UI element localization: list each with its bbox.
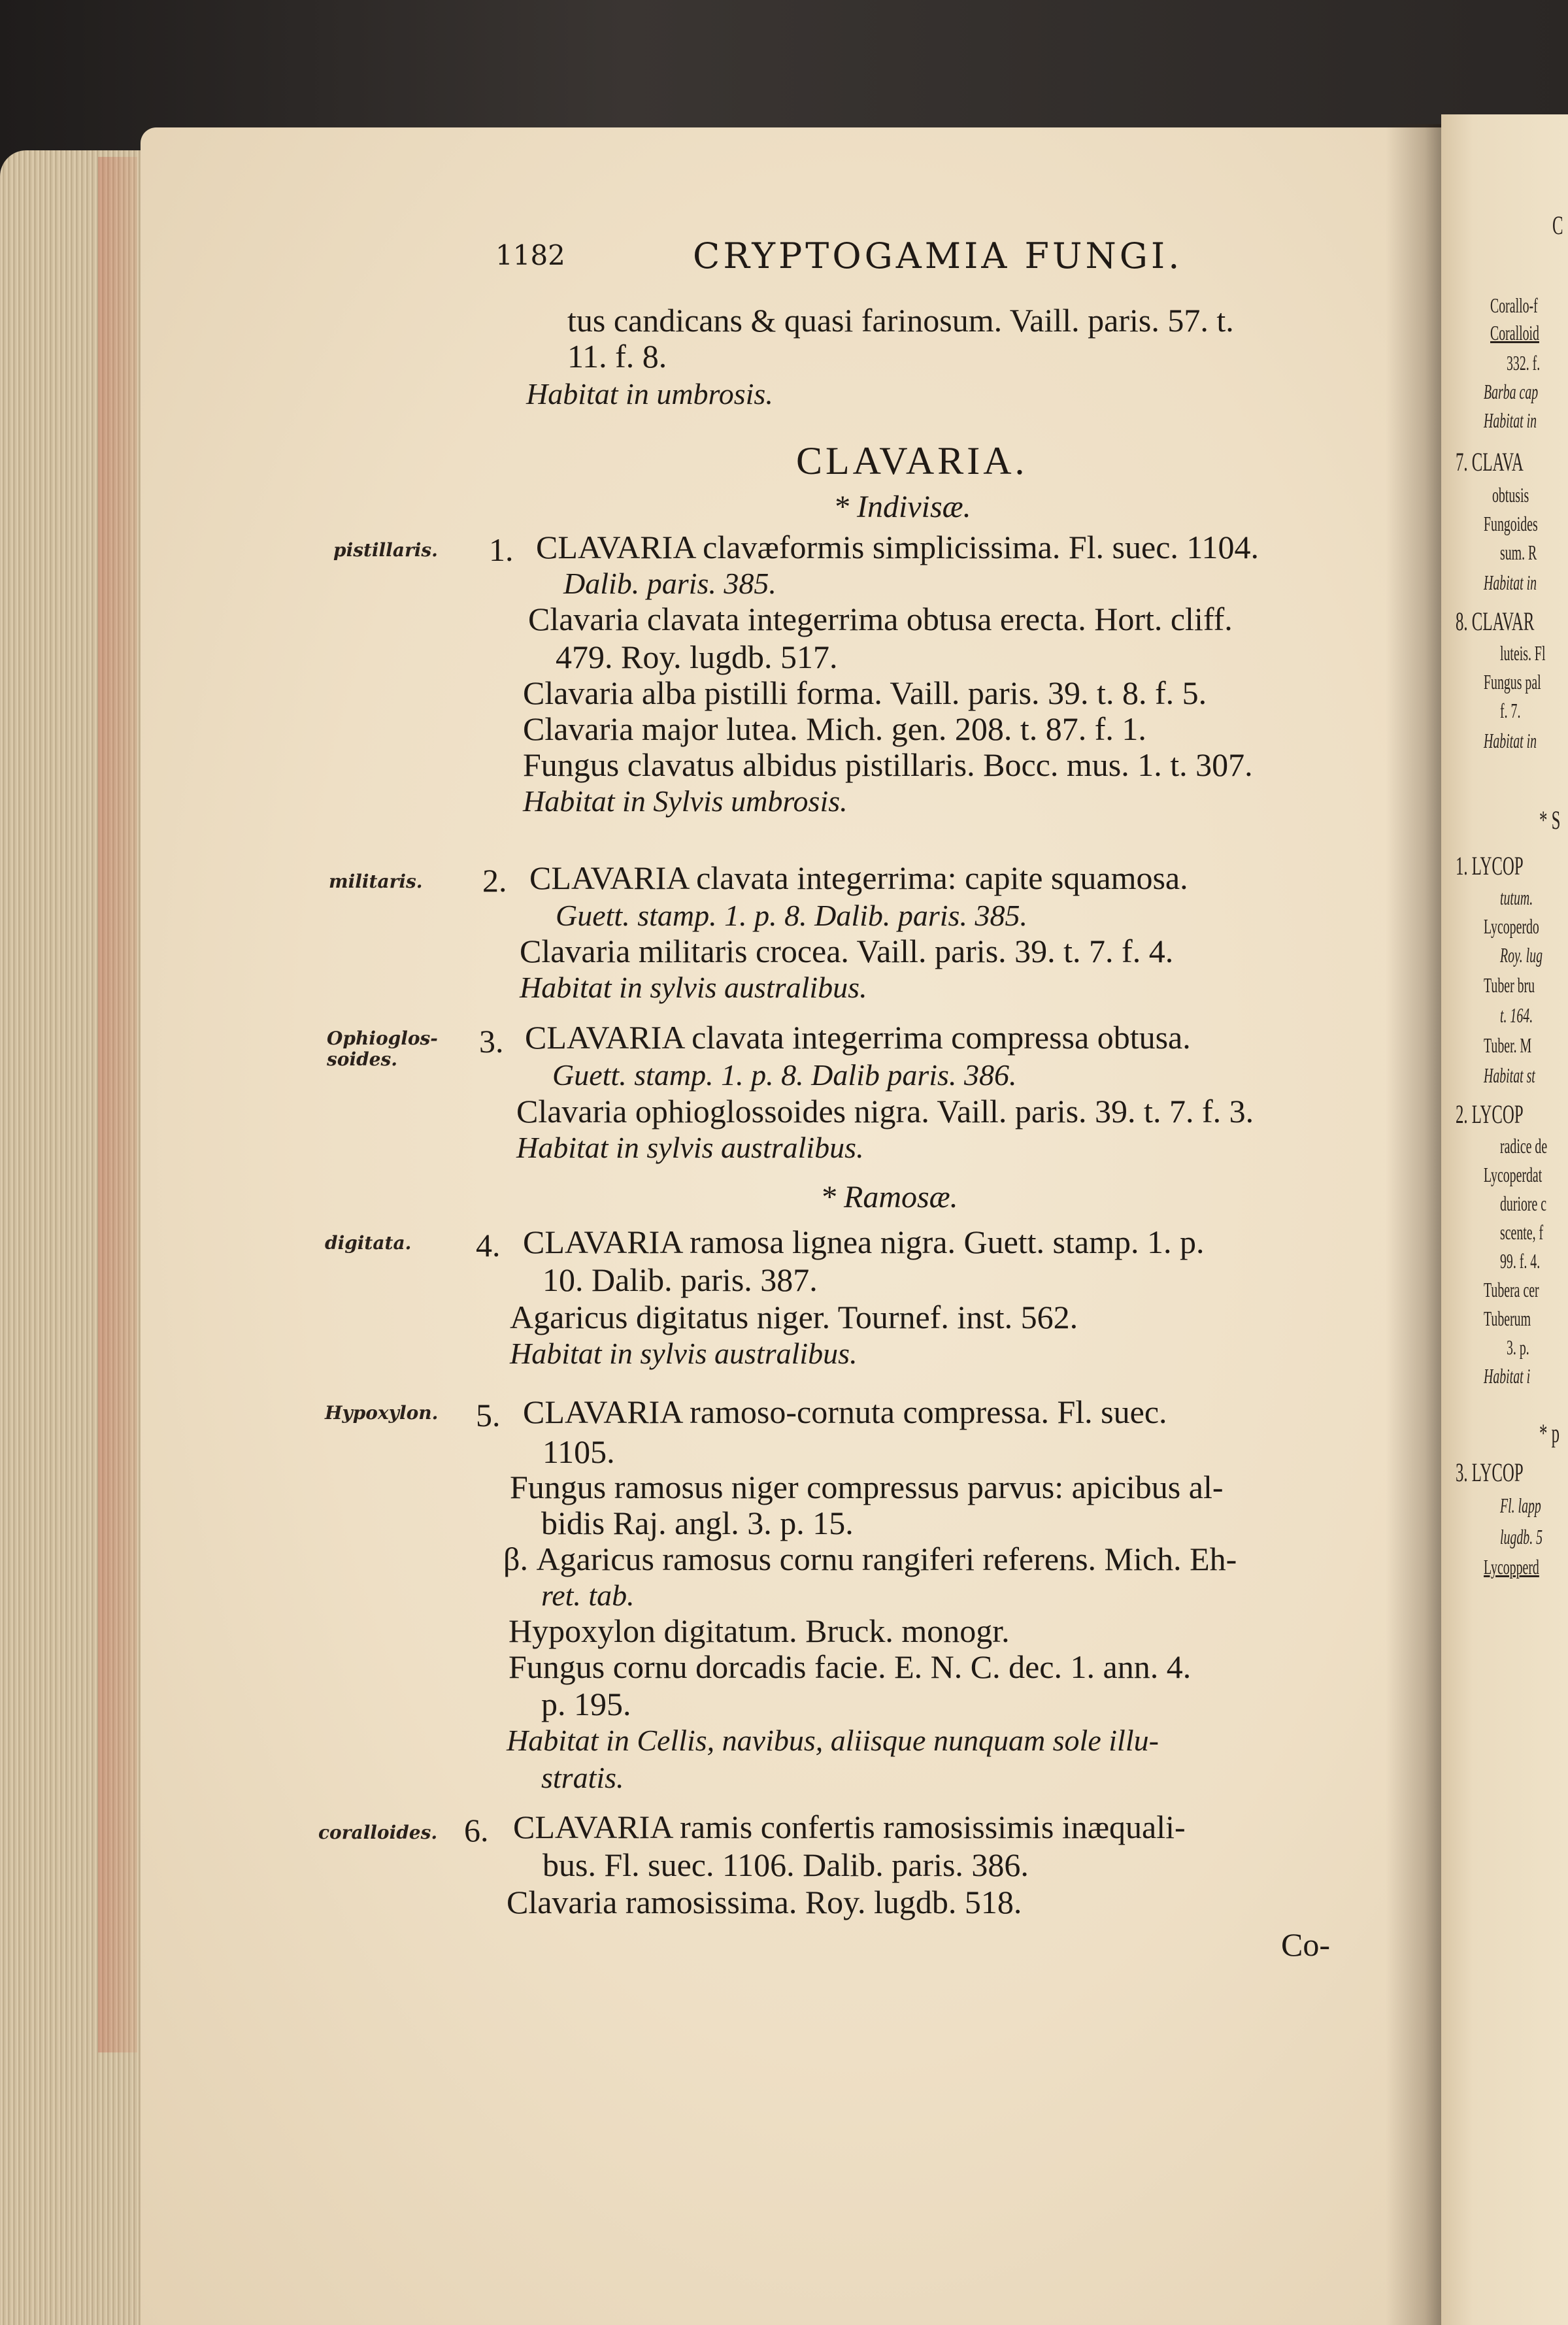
page-edges-tint <box>98 157 137 2052</box>
species-number: 6. <box>464 1812 489 1848</box>
species-line: CLAVARIA ramis confertis ramosissimis inæquali- <box>513 1809 1186 1845</box>
right-line: Tuber. M <box>1484 1033 1532 1057</box>
margin-label: Ophioglos- soides. <box>327 1028 438 1071</box>
species-line: Fungus clavatus albidus pistillaris. Bocc. mus. 1. t. 307. <box>523 746 1253 783</box>
right-line: luteis. Fl <box>1500 641 1546 665</box>
margin-label: coralloides. <box>318 1822 438 1843</box>
right-line: Fungoides <box>1484 512 1538 535</box>
section-heading: * Indivisæ. <box>833 490 971 524</box>
right-line: Habitat i <box>1484 1364 1531 1388</box>
species-line: Clavaria clavata integerrima obtusa erecta. Hort. cliff. <box>528 601 1233 637</box>
right-line: Habitat st <box>1484 1063 1535 1087</box>
species-line: CLAVARIA ramoso-cornuta compressa. Fl. suec. <box>523 1394 1167 1430</box>
species-line: β. Agaricus ramosus cornu rangiferi referens. Mich. Eh- <box>503 1541 1237 1577</box>
species-line: CLAVARIA clavata integerrima: capite squamosa. <box>529 860 1188 896</box>
right-line: obtusis <box>1492 483 1529 507</box>
right-line: 3. p. <box>1507 1335 1529 1359</box>
right-line: Corallo-f <box>1490 293 1538 317</box>
right-line: lugdb. 5 <box>1500 1525 1543 1548</box>
right-line: sum. R <box>1500 541 1537 564</box>
margin-label: digitata. <box>325 1232 412 1254</box>
species-line: 1105. <box>542 1433 615 1470</box>
species-line: Habitat in sylvis australibus. <box>520 971 867 1004</box>
intro-habitat: Habitat in umbrosis. <box>526 377 773 410</box>
right-line: Tubera cer <box>1484 1278 1539 1301</box>
right-page-header: C <box>1552 210 1563 240</box>
species-line: Clavaria militaris crocea. Vaill. paris. 39. t. 7. f. 4. <box>520 933 1174 969</box>
species-line: p. 195. <box>541 1686 631 1722</box>
intro-line: 11. f. 8. <box>567 338 667 375</box>
right-line: 8. CLAVAR <box>1456 607 1535 636</box>
species-number: 1. <box>489 531 514 568</box>
species-line: stratis. <box>541 1761 624 1794</box>
species-line: Habitat in sylvis australibus. <box>510 1337 858 1370</box>
species-line: Habitat in Cellis, navibus, aliisque nunquam sole illu- <box>507 1724 1159 1757</box>
page-number: 1182 <box>495 239 565 271</box>
right-line: Barba cap <box>1484 380 1539 403</box>
species-line: Guett. stamp. 1. p. 8. Dalib paris. 386. <box>552 1058 1017 1092</box>
section-heading: * Ramosæ. <box>820 1180 958 1214</box>
species-line: Fungus ramosus niger compressus parvus: apicibus al- <box>510 1469 1224 1505</box>
species-line: ret. tab. <box>541 1579 635 1612</box>
species-line: 479. Roy. lugdb. 517. <box>556 639 838 675</box>
right-line: f. 7. <box>1500 699 1521 722</box>
species-line: CLAVARIA clavata integerrima compressa obtusa. <box>525 1019 1191 1056</box>
species-line: Guett. stamp. 1. p. 8. Dalib. paris. 385. <box>556 899 1027 932</box>
margin-label: Hypoxylon. <box>325 1402 439 1424</box>
right-line: * p <box>1539 1418 1560 1448</box>
right-line: Roy. lug <box>1500 943 1543 967</box>
species-line: Clavaria ophioglossoides nigra. Vaill. paris. 39. t. 7. f. 3. <box>516 1093 1254 1129</box>
species-line: Dalib. paris. 385. <box>563 567 776 600</box>
species-line: CLAVARIA ramosa lignea nigra. Guett. stamp. 1. p. <box>523 1224 1205 1260</box>
margin-label: militaris. <box>329 871 423 892</box>
species-line: Habitat in Sylvis umbrosis. <box>523 784 848 818</box>
species-line: bidis Raj. angl. 3. p. 15. <box>541 1505 854 1541</box>
species-line: Clavaria ramosissima. Roy. lugdb. 518. <box>507 1884 1022 1920</box>
running-head: CRYPTOGAMIA FUNGI. <box>693 235 1183 276</box>
species-line: bus. Fl. suec. 1106. Dalib. paris. 386. <box>542 1847 1029 1883</box>
right-line: duriore c <box>1500 1192 1547 1215</box>
right-line: 1. LYCOP <box>1456 851 1524 880</box>
right-line: * S <box>1539 805 1561 835</box>
species-line: Agaricus digitatus niger. Tournef. inst. 562. <box>510 1299 1078 1335</box>
right-line: Fl. lapp <box>1500 1494 1541 1517</box>
right-line: Fungus pal <box>1484 670 1541 694</box>
right-line: Lycoperdo <box>1484 914 1539 938</box>
genus-title: CLAVARIA. <box>796 439 1028 482</box>
right-line: Tuber bru <box>1484 973 1535 997</box>
species-line: Fungus cornu dorcadis facie. E. N. C. dec. 1. ann. 4. <box>509 1648 1192 1685</box>
right-line: radice de <box>1500 1134 1548 1158</box>
right-line: t. 164. <box>1500 1003 1533 1027</box>
right-line: Lycopperd <box>1484 1555 1539 1579</box>
species-number: 5. <box>476 1397 501 1433</box>
right-line: Habitat in <box>1484 409 1537 432</box>
right-line: Habitat in <box>1484 729 1537 752</box>
right-line: scente, f <box>1500 1220 1544 1244</box>
right-line: Habitat in <box>1484 571 1537 594</box>
right-line: 2. LYCOP <box>1456 1099 1524 1129</box>
right-page <box>1441 114 1568 2325</box>
right-line: 7. CLAVA <box>1456 447 1524 477</box>
species-line: CLAVARIA clavæformis simplicissima. Fl. suec. 1104. <box>536 529 1259 565</box>
catchword: Co- <box>1281 1926 1330 1963</box>
species-line: 10. Dalib. paris. 387. <box>542 1262 818 1298</box>
right-line: tutum. <box>1500 886 1533 909</box>
species-number: 3. <box>479 1023 504 1060</box>
right-line: 332. f. <box>1507 351 1541 375</box>
right-line: Tuberum <box>1484 1307 1531 1330</box>
right-line: Lycoperdat <box>1484 1163 1543 1186</box>
species-line: Clavaria major lutea. Mich. gen. 208. t. 87. f. 1. <box>523 711 1146 747</box>
right-line: 3. LYCOP <box>1456 1458 1524 1487</box>
margin-label: pistillaris. <box>333 539 438 561</box>
right-line: 99. f. 4. <box>1500 1249 1541 1273</box>
species-number: 2. <box>482 862 507 899</box>
intro-line: tus candicans & quasi farinosum. Vaill. paris. 57. t. <box>567 302 1234 339</box>
species-line: Habitat in sylvis australibus. <box>516 1131 864 1164</box>
species-line: Hypoxylon digitatum. Bruck. monogr. <box>509 1613 1010 1649</box>
right-line: Coralloid <box>1490 321 1539 344</box>
species-number: 4. <box>476 1227 501 1263</box>
species-line: Clavaria alba pistilli forma. Vaill. paris. 39. t. 8. f. 5. <box>523 675 1207 711</box>
